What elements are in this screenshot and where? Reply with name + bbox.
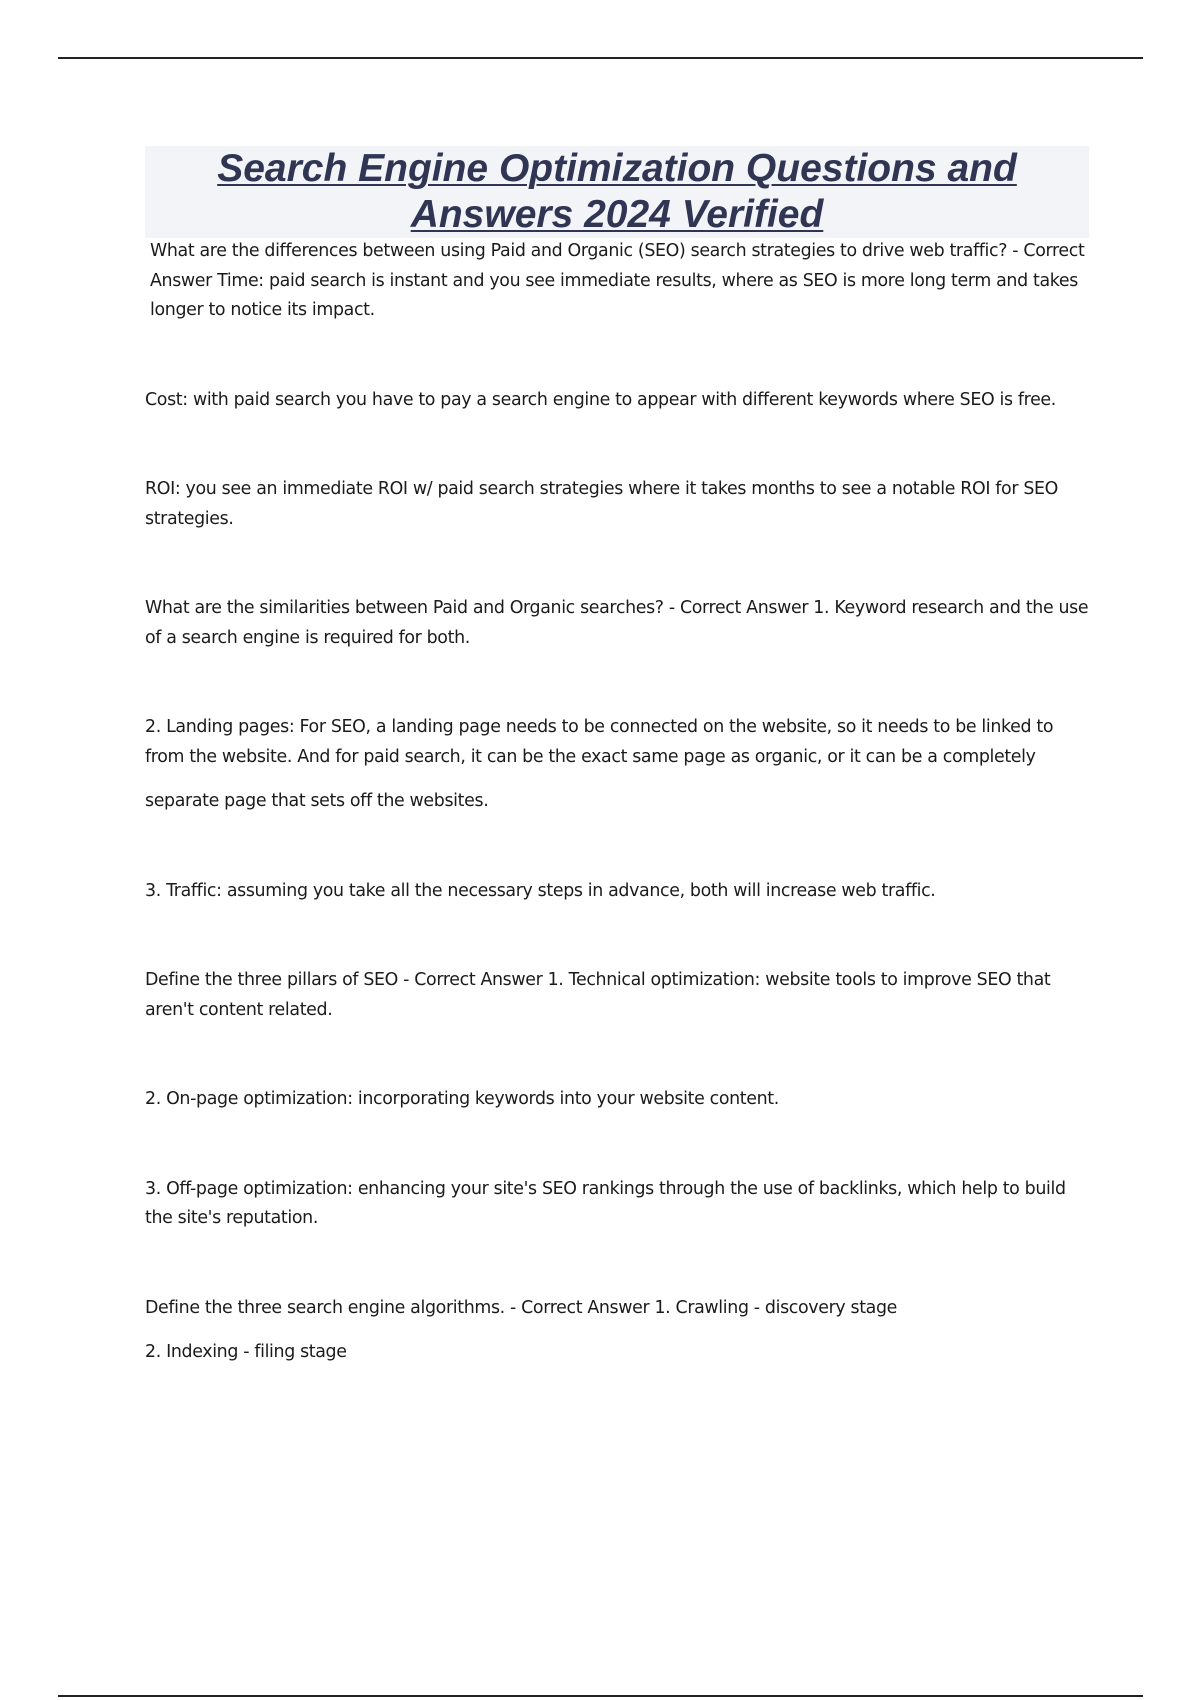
paragraph-on-page: 2. On-page optimization: incorporating keywords into your website content. [145,1089,779,1109]
paragraph-q2: What are the similarities between Paid and Organic searches? - Correct Answer 1. Keyword research and the use of a search engine is required for both. [145,598,1089,648]
paragraph-off-page: 3. Off-page optimization: enhancing your site's SEO rankings through the use of backlinks, which help to build the site's reputation. [145,1178,1066,1228]
paragraph-q1: What are the differences between using Paid and Organic (SEO) search strategies to drive web traffic? - Correct Answer Time: paid search is instant and you see immediate results, where as SEO is more long term and takes longer to notice its impact. [150,241,1085,320]
paragraph-indexing: 2. Indexing - filing stage [145,1342,347,1362]
paragraph-landing-pages-cont: separate page that sets off the websites. [145,791,489,811]
document-body [145,237,1090,1368]
paragraph-traffic: 3. Traffic: assuming you take all the necessary steps in advance, both will increase web traffic. [145,880,936,901]
paragraph-q3: Define the three pillars of SEO - Correct Answer 1. Technical optimization: website tools to improve SEO that aren't content related. [145,970,1051,1020]
header-rule [58,57,1143,59]
paragraph-roi: ROI: you see an immediate ROI w/ paid search strategies where it takes months to see a notable ROI for SEO strategies. [145,479,1058,529]
paragraph-landing-pages: 2. Landing pages: For SEO, a landing page needs to be connected on the website, so it needs to be linked to from the website. And for paid search, it can be the exact same page as organic, or it can be a completely [145,717,1054,767]
document-title: Search Engine Optimization Questions and Answers 2024 Verified [217,147,1017,236]
footer-rule [58,1695,1143,1697]
paragraph-q4: Define the three search engine algorithms. - Correct Answer 1. Crawling - discovery stage [145,1297,898,1318]
paragraph-cost: Cost: with paid search you have to pay a search engine to appear with different keywords where SEO is free. [145,389,1056,410]
